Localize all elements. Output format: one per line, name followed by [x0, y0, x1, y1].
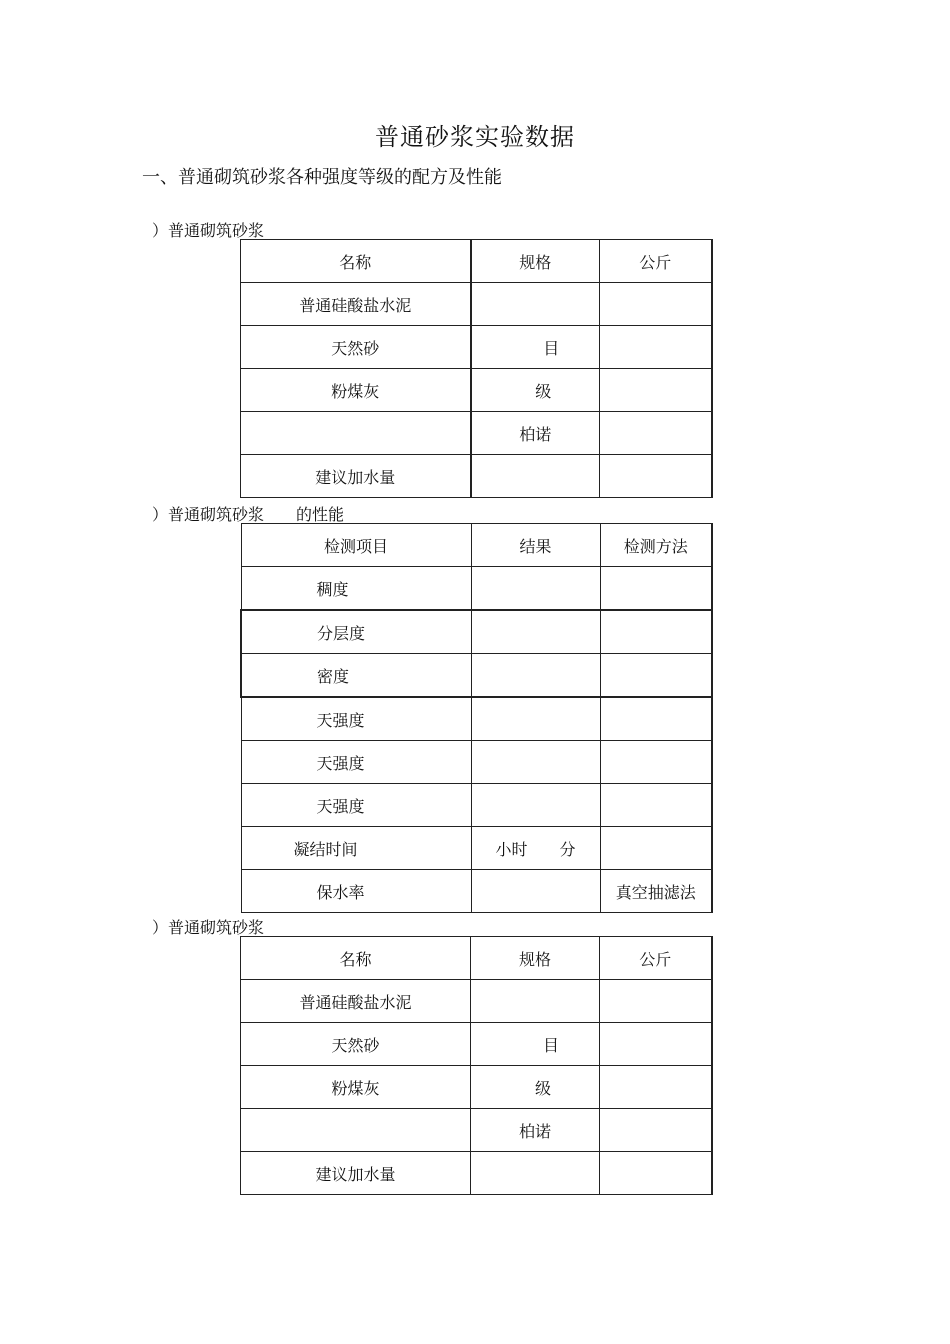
table-cell: [600, 980, 712, 1023]
table-cell: [600, 610, 712, 654]
table-cell: [471, 610, 600, 654]
header-cell: 名称: [241, 937, 471, 980]
table-cell: 天强度: [241, 697, 471, 741]
table-row: [241, 870, 712, 913]
table-header-row: [241, 240, 712, 283]
section-heading: 一、普通砌筑砂浆各种强度等级的配方及性能: [142, 167, 502, 188]
table-cell: [471, 1152, 600, 1195]
table-cell: [600, 697, 712, 741]
table-cell: 柏诺: [471, 1109, 600, 1152]
table-row: [241, 784, 712, 827]
table-cell: 柏诺: [471, 412, 600, 455]
table-cell: 建议加水量: [241, 455, 471, 498]
table-row: [241, 1109, 712, 1152]
table-cell: 普通硅酸盐水泥: [241, 283, 471, 326]
header-cell: 公斤: [600, 937, 712, 980]
table-cell: [471, 283, 600, 326]
performance-table: [240, 523, 713, 913]
header-cell: 规格: [471, 937, 600, 980]
header-cell: 检测方法: [600, 524, 712, 567]
table-cell: [600, 784, 712, 827]
header-cell: 名称: [241, 240, 471, 283]
table-cell: 小时 分: [471, 827, 600, 870]
table-cell: [600, 827, 712, 870]
table-cell: [600, 326, 712, 369]
table-cell: [471, 455, 600, 498]
table-cell: [600, 1152, 712, 1195]
table-cell: [600, 369, 712, 412]
header-cell: 规格: [471, 240, 600, 283]
table-cell: [600, 654, 712, 698]
subsection-label-2: ）普通砌筑砂浆 的性能: [152, 505, 345, 524]
table-header-row: [241, 524, 712, 567]
table-cell: [600, 741, 712, 784]
subsection-label-1: ）普通砌筑砂浆: [152, 221, 265, 240]
header-cell: 公斤: [600, 240, 712, 283]
table-row: [241, 412, 712, 455]
table-cell: 目: [471, 1023, 600, 1066]
table-cell: 天然砂: [241, 326, 471, 369]
table-cell: [241, 1109, 471, 1152]
table-row: [241, 326, 712, 369]
table-cell: 级: [471, 1066, 600, 1109]
table-row: [241, 980, 712, 1023]
table-cell: [600, 1066, 712, 1109]
table-cell: 目: [471, 326, 600, 369]
table-cell: [600, 412, 712, 455]
table-row: [241, 455, 712, 498]
table-cell: [471, 697, 600, 741]
header-cell: 结果: [471, 524, 600, 567]
subsection-label-3: ）普通砌筑砂浆: [152, 918, 265, 937]
table-cell: 稠度: [241, 567, 471, 611]
table-row: [241, 827, 712, 870]
table-cell: [471, 654, 600, 698]
table-row: [241, 567, 712, 611]
table-cell: [600, 283, 712, 326]
mix-table-2: [240, 936, 713, 1195]
table-cell: 建议加水量: [241, 1152, 471, 1195]
table-cell: 凝结时间: [241, 827, 471, 870]
table-header-row: [241, 937, 712, 980]
table-cell: 天然砂: [241, 1023, 471, 1066]
table-cell: [241, 412, 471, 455]
table-row: [241, 1023, 712, 1066]
table-row: [241, 697, 712, 741]
table-cell: [600, 1023, 712, 1066]
table-row: [241, 283, 712, 326]
table-row: [241, 1066, 712, 1109]
table-cell: 粉煤灰: [241, 369, 471, 412]
table-cell: 天强度: [241, 784, 471, 827]
table-cell: 密度: [241, 654, 471, 698]
table-cell: [471, 980, 600, 1023]
table-cell: [600, 567, 712, 611]
table-cell: 保水率: [241, 870, 471, 913]
table-cell: 普通硅酸盐水泥: [241, 980, 471, 1023]
table-row: [241, 369, 712, 412]
table-cell: 分层度: [241, 610, 471, 654]
table-cell: 真空抽滤法: [600, 870, 712, 913]
page-title: 普通砂浆实验数据: [375, 123, 575, 151]
table-cell: [471, 567, 600, 611]
table-row: [241, 741, 712, 784]
table-cell: [471, 870, 600, 913]
table-cell: [600, 1109, 712, 1152]
table-cell: [471, 784, 600, 827]
table-cell: 天强度: [241, 741, 471, 784]
table-cell: 粉煤灰: [241, 1066, 471, 1109]
table-row: [241, 610, 712, 654]
table-row: [241, 654, 712, 698]
header-cell: 检测项目: [241, 524, 471, 567]
table-cell: [600, 455, 712, 498]
table-row: [241, 1152, 712, 1195]
table-cell: [471, 741, 600, 784]
table-cell: 级: [471, 369, 600, 412]
mix-table-1: [240, 239, 713, 498]
